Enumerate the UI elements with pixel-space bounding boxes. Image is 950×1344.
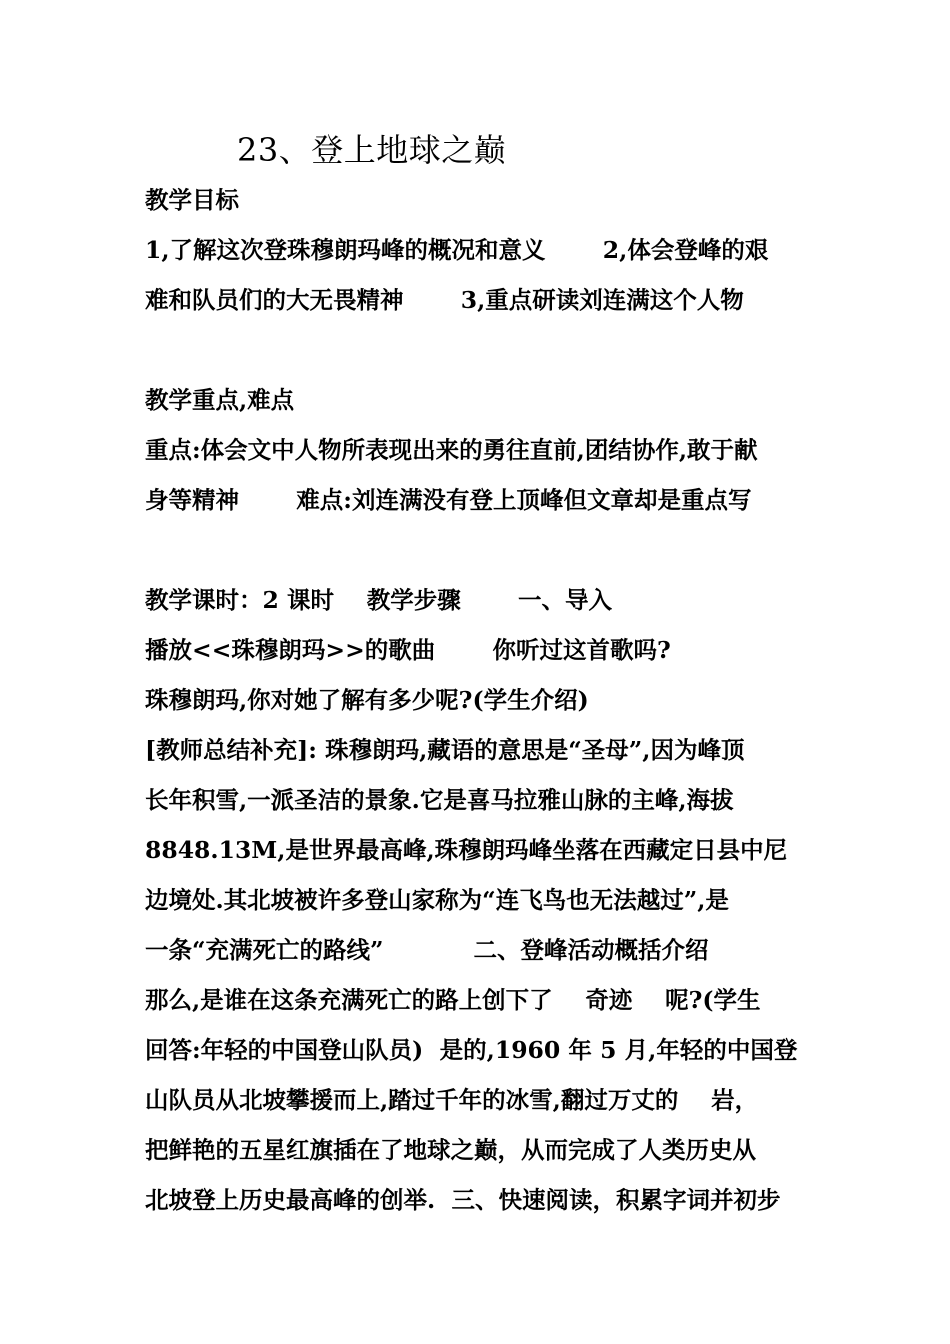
text-line-18: 回答:年轻的中国登山队员) 是的,1960 年 5 月,年轻的中国登 — [145, 1036, 798, 1064]
text-line-21: 北坡登上历史最高峰的创举. 三、快速阅读，积累字词并初步 — [145, 1186, 781, 1214]
text-line-1: 教学目标 — [145, 186, 239, 214]
text-line-7: 身等精神 难点:刘连满没有登上顶峰但文章却是重点写 — [145, 486, 752, 514]
text-line-3: 难和队员们的大无畏精神 3,重点研读刘连满这个人物 — [145, 286, 744, 314]
text-line-12: [教师总结补充]: 珠穆朗玛,藏语的意思是“圣母”,因为峰顶 — [145, 736, 745, 764]
text-line-10: 播放<<珠穆朗玛>>的歌曲 你听过这首歌吗? — [145, 636, 671, 664]
text-line-11: 珠穆朗玛,你对她了解有多少呢?(学生介绍) — [145, 686, 589, 714]
text-line-14: 8848.13M,是世界最高峰,珠穆朗玛峰坐落在西藏定日县中尼 — [145, 836, 788, 864]
text-line-15: 边境处.其北坡被许多登山家称为“连飞鸟也无法越过”,是 — [145, 886, 729, 914]
text-line-2: 1,了解这次登珠穆朗玛峰的概况和意义 2,体会登峰的艰 — [145, 236, 769, 264]
text-line-6: 重点:体会文中人物所表现出来的勇往直前,团结协作,敢于献 — [145, 436, 758, 464]
text-line-19: 山队员从北坡攀援而上,踏过千年的冰雪,翻过万丈的 岩， — [145, 1086, 759, 1114]
text-line-20: 把鲜艳的五星红旗插在了地球之巅，从而完成了人类历史从 — [145, 1136, 756, 1164]
text-line-16: 一条“充满死亡的路线” 二、登峰活动概括介绍 — [145, 936, 709, 964]
text-line-5: 教学重点,难点 — [145, 386, 295, 414]
document-title: 23、登上地球之巅 — [237, 131, 507, 169]
text-line-17: 那么,是谁在这条充满死亡的路上创下了 奇迹 呢?(学生 — [145, 986, 761, 1014]
text-line-9: 教学课时：2 课时 教学步骤 一、导入 — [145, 586, 613, 614]
text-line-13: 长年积雪,一派圣洁的景象.它是喜马拉雅山脉的主峰,海拔 — [145, 786, 734, 814]
